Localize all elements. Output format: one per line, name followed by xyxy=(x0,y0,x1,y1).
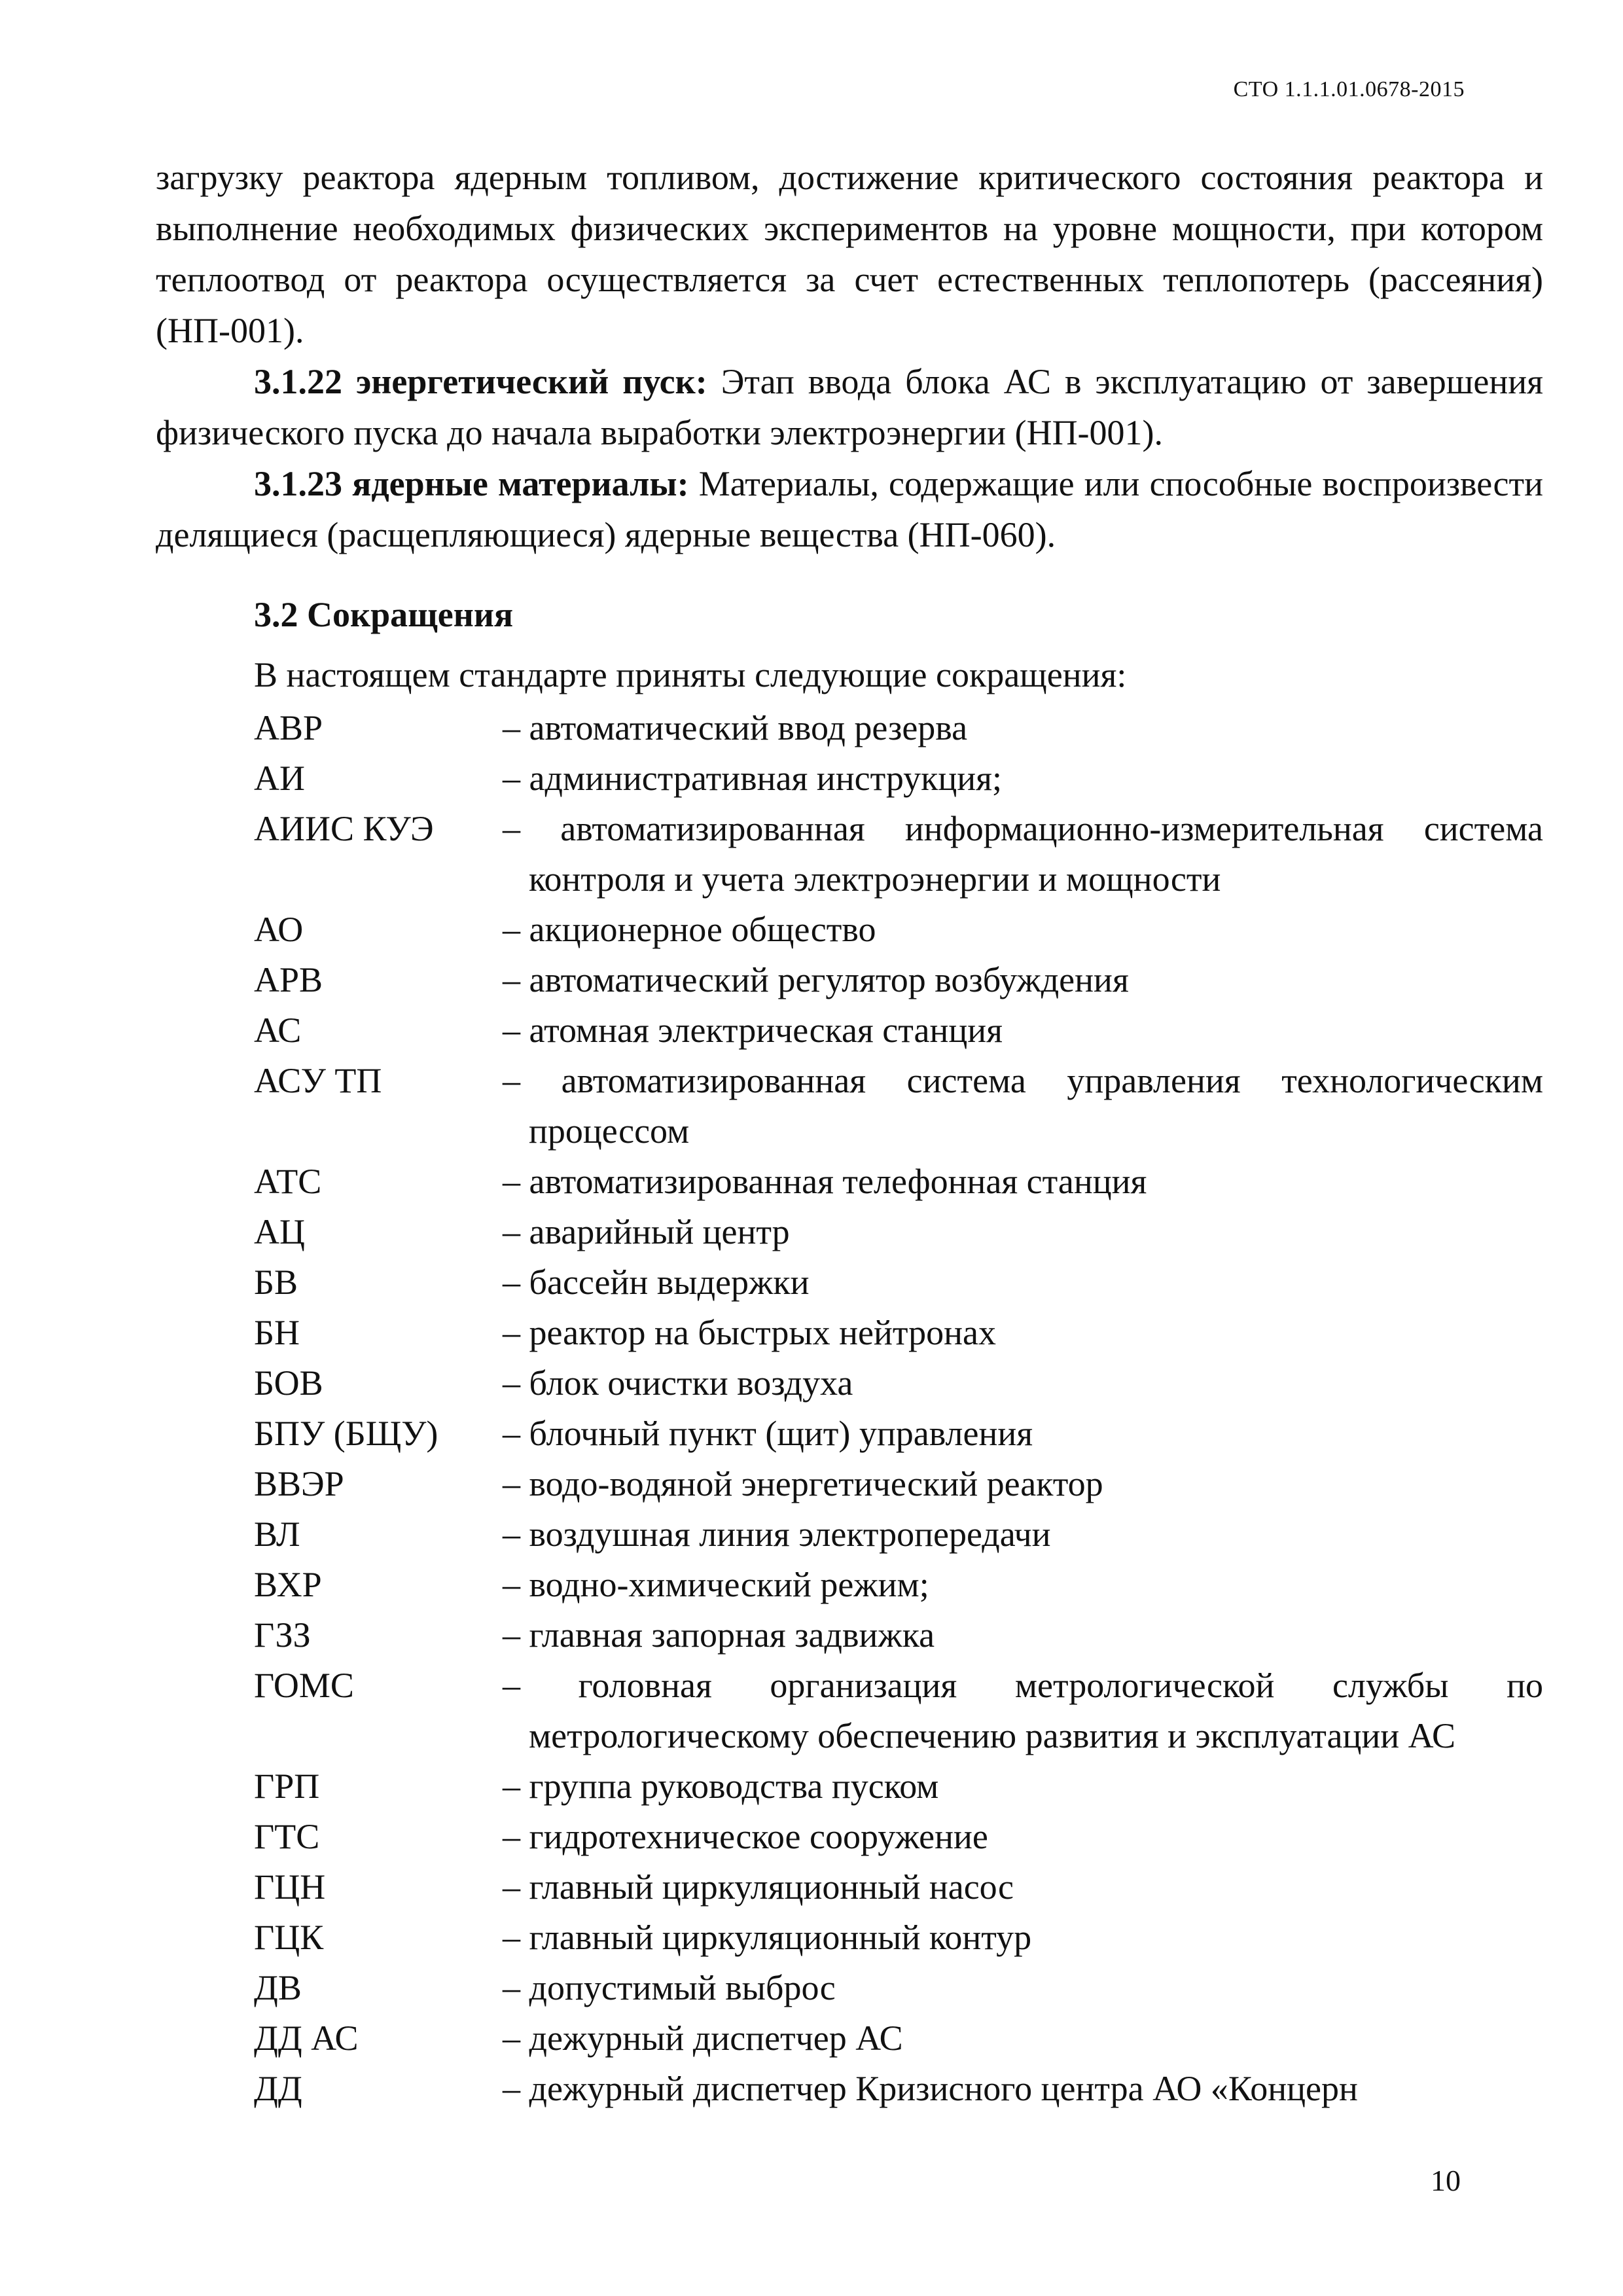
abbreviation-definition: – автоматизированная система управления технологическим процессом xyxy=(503,1061,1543,1151)
abbreviation-row xyxy=(254,1358,1543,1408)
abbreviation-row xyxy=(254,1157,1543,1207)
abbreviation-definition: – автоматический ввод резерва xyxy=(503,708,968,747)
abbreviation-term: ДД xyxy=(254,2069,302,2108)
abbreviation-row xyxy=(254,753,1543,804)
abbreviation-row xyxy=(254,1408,1543,1459)
abbreviation-row xyxy=(254,804,1543,905)
abbreviation-definition: – главная запорная задвижка xyxy=(503,1615,935,1655)
abbreviation-definition: – бассейн выдержки xyxy=(503,1263,810,1302)
abbreviation-row xyxy=(254,1812,1543,1862)
abbreviation-definition: – автоматический регулятор возбуждения xyxy=(503,960,1129,999)
abbreviation-term: АИ xyxy=(254,759,305,798)
definition-term: 3.1.22 энергетический пуск: xyxy=(254,362,707,401)
abbreviation-term: ГЦН xyxy=(254,1867,326,1907)
abbreviation-term: ДД АС xyxy=(254,2018,359,2058)
abbreviation-definition: – воздушная линия электропередачи xyxy=(503,1515,1051,1554)
abbreviation-term: ВЛ xyxy=(254,1515,300,1554)
abbreviation-row xyxy=(254,1308,1543,1358)
abbreviation-row xyxy=(254,1056,1543,1157)
definition-text: Материалы, содержащие или способные воспроизвести делящиеся (расщепляющиеся) ядерные вещества (НП-060). xyxy=(156,464,1544,554)
abbreviation-definition: – реактор на быстрых нейтронах xyxy=(503,1313,997,1352)
abbreviation-term: АТС xyxy=(254,1162,322,1201)
abbreviation-definition: – автоматизированная информационно-измерительная система контроля и учета электроэнергии и мощности xyxy=(503,809,1543,899)
abbreviation-term: АРВ xyxy=(254,960,323,999)
abbreviation-term: АВР xyxy=(254,708,323,747)
abbreviation-term: БН xyxy=(254,1313,300,1352)
abbreviation-term: БОВ xyxy=(254,1363,323,1403)
abbreviation-definition: – аварийный центр xyxy=(503,1212,790,1251)
definition-3-1-22 xyxy=(156,356,1543,458)
abbreviation-term: АЦ xyxy=(254,1212,305,1251)
abbreviation-term: ВХР xyxy=(254,1565,322,1604)
abbreviation-definition: – главный циркуляционный контур xyxy=(503,1918,1032,1957)
abbreviation-term: БВ xyxy=(254,1263,298,1302)
abbreviation-term: ГТС xyxy=(254,1817,320,1856)
abbreviation-row xyxy=(254,1862,1543,1912)
abbreviation-definition: – блок очистки воздуха xyxy=(503,1363,853,1403)
abbreviation-term: ГЗЗ xyxy=(254,1615,311,1655)
abbreviation-term: ГЦК xyxy=(254,1918,324,1957)
definition-term: 3.1.23 ядерные материалы: xyxy=(254,464,689,503)
abbreviation-row xyxy=(254,1005,1543,1056)
abbreviation-definition: – главный циркуляционный насос xyxy=(503,1867,1014,1907)
abbreviation-term: АС xyxy=(254,1011,302,1050)
abbreviation-definition: – головная организация метрологической службы по метрологическому обеспечению развития и эксплуатации АС xyxy=(503,1666,1543,1755)
abbreviation-row xyxy=(254,955,1543,1005)
abbreviation-definition: – акционерное общество xyxy=(503,910,876,949)
abbreviation-row xyxy=(254,1509,1543,1560)
abbreviation-definition: – дежурный диспетчер АС xyxy=(503,2018,903,2058)
section-heading: 3.2 Сокращения xyxy=(254,595,514,634)
abbreviation-row xyxy=(254,1459,1543,1509)
intro-paragraph: загрузку реактора ядерным топливом, достижение критического состояния реактора и выполнение необходимых физических экспериментов на уровне мощности, при котором теплоотвод от реактора осуществляется за счет естественных теплопотерь (рассеяния) (НП-001). xyxy=(156,158,1543,350)
abbreviation-term: БПУ (БЩУ) xyxy=(254,1414,438,1453)
definition-3-1-23 xyxy=(156,458,1543,560)
abbreviation-definition: – административная инструкция; xyxy=(503,759,1002,798)
abbreviation-definition: – автоматизированная телефонная станция xyxy=(503,1162,1147,1201)
abbreviation-row xyxy=(254,905,1543,955)
abbreviation-row xyxy=(254,1257,1543,1308)
abbreviation-definition: – допустимый выброс xyxy=(503,1968,836,2007)
section-intro: В настоящем стандарте приняты следующие сокращения: xyxy=(254,655,1127,694)
abbreviation-row xyxy=(254,2013,1543,2064)
abbreviation-row xyxy=(254,1963,1543,2013)
abbreviation-row xyxy=(254,1660,1543,1761)
abbreviation-term: ВВЭР xyxy=(254,1464,344,1503)
abbreviation-definition: – группа руководства пуском xyxy=(503,1767,939,1806)
abbreviation-row xyxy=(254,1912,1543,1963)
page-content xyxy=(156,152,1543,2114)
abbreviation-term: ГРП xyxy=(254,1767,320,1806)
page-number: 10 xyxy=(1431,2164,1461,2197)
abbreviation-row xyxy=(254,1610,1543,1660)
abbreviation-row xyxy=(254,703,1543,753)
abbreviation-list xyxy=(156,703,1543,2114)
abbreviation-row xyxy=(254,1207,1543,1257)
abbreviation-definition: – атомная электрическая станция xyxy=(503,1011,1003,1050)
abbreviation-definition: – гидротехническое сооружение xyxy=(503,1817,988,1856)
abbreviation-row xyxy=(254,1560,1543,1610)
definition-text: Этап ввода блока АС в эксплуатацию от завершения физического пуска до начала выработки электроэнергии (НП-001). xyxy=(156,362,1543,452)
abbreviation-row xyxy=(254,1761,1543,1812)
abbreviation-definition: – блочный пункт (щит) управления xyxy=(503,1414,1033,1453)
document-code-header: СТО 1.1.1.01.0678-2015 xyxy=(1233,77,1465,101)
abbreviation-term: АСУ ТП xyxy=(254,1061,382,1100)
abbreviation-term: АИИС КУЭ xyxy=(254,809,434,848)
abbreviation-term: АО xyxy=(254,910,304,949)
abbreviation-term: ДВ xyxy=(254,1968,302,2007)
abbreviation-definition: – водо-водяной энергетический реактор xyxy=(503,1464,1103,1503)
abbreviation-definition: – дежурный диспетчер Кризисного центра АО «Концерн xyxy=(503,2069,1358,2108)
abbreviation-row xyxy=(254,2064,1543,2114)
abbreviation-definition: – водно-химический режим; xyxy=(503,1565,929,1604)
abbreviation-term: ГОМС xyxy=(254,1666,354,1705)
